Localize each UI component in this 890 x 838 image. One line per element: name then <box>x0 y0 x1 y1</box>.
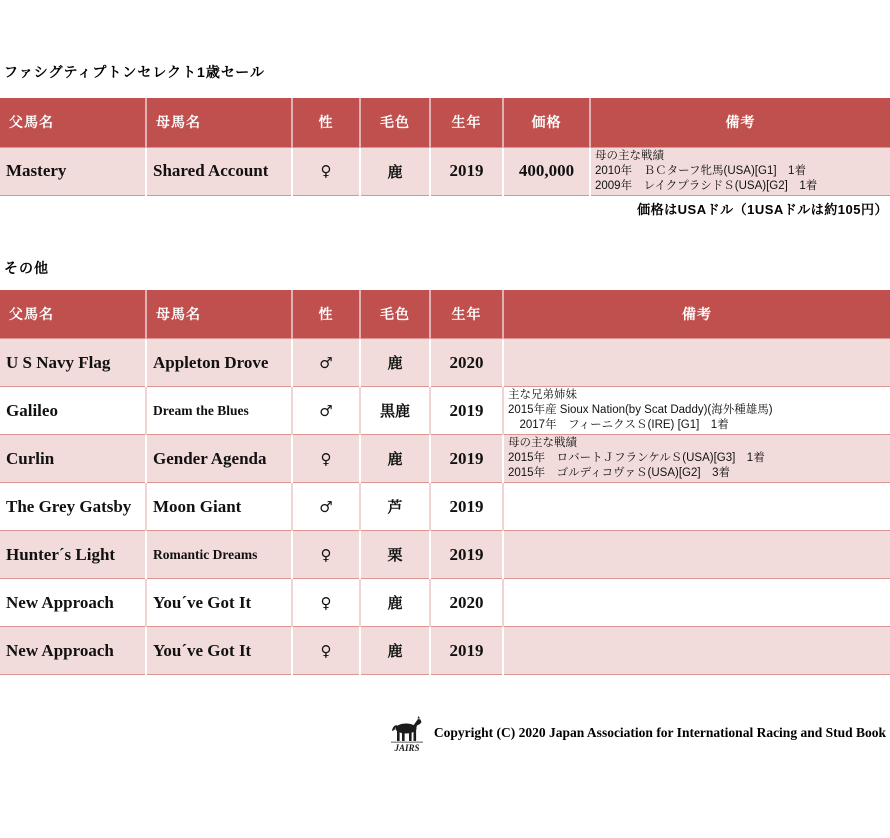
column-header: 性 <box>292 290 360 339</box>
remark-line: 2015年 ゴルディコヴァＳ(USA)[G2] 3着 <box>508 467 730 479</box>
remarks-cell <box>503 339 890 387</box>
remarks-cell <box>503 579 890 627</box>
sire-cell: Mastery <box>0 147 146 195</box>
others-section-title: その他 <box>4 259 49 276</box>
remarks-cell <box>590 147 890 195</box>
table-row <box>0 387 890 435</box>
sire-cell: Hunter´s Light <box>0 531 146 579</box>
year-cell: 2019 <box>430 387 503 435</box>
sex-cell: ♀ <box>292 531 360 579</box>
year-cell: 2020 <box>430 579 503 627</box>
coat-cell: 鹿 <box>360 579 430 627</box>
others-table-body <box>0 339 890 675</box>
sire-cell: Galileo <box>0 387 146 435</box>
dam-cell: Romantic Dreams <box>146 531 292 579</box>
table-row <box>0 483 890 531</box>
dam-cell: Gender Agenda <box>146 435 292 483</box>
column-header: 生年 <box>430 290 503 339</box>
price-footnote: 価格はUSAドル（1USAドルは約105円） <box>637 201 888 217</box>
dam-cell: You´ve Got It <box>146 627 292 675</box>
coat-cell: 鹿 <box>360 147 430 195</box>
table-row <box>0 579 890 627</box>
sex-cell: ♂ <box>292 339 360 387</box>
column-header: 生年 <box>430 98 503 147</box>
column-header: 価格 <box>503 98 590 147</box>
sex-cell: ♂ <box>292 483 360 531</box>
remark-line: 2010年 ＢＣターフ牝馬(USA)[G1] 1着 <box>595 164 806 177</box>
year-cell: 2019 <box>430 627 503 675</box>
column-header: 備考 <box>590 98 890 147</box>
footer <box>0 715 890 755</box>
column-header: 母馬名 <box>146 98 292 147</box>
remark-line: 2009年 レイクプラシドＳ(USA)[G2] 1着 <box>595 179 818 192</box>
remarks-cell <box>503 483 890 531</box>
remark-line: 2017年 フィーニクスＳ(IRE) [G1] 1着 <box>508 419 729 431</box>
remark-line: 母の主な戦績 <box>508 437 577 449</box>
sale-table-header <box>0 98 890 147</box>
sex-cell: ♀ <box>292 435 360 483</box>
coat-cell: 黒鹿 <box>360 387 430 435</box>
table-row <box>0 435 890 483</box>
sale-table <box>0 98 890 196</box>
sale-table-body <box>0 147 890 195</box>
table-row <box>0 339 890 387</box>
column-header: 父馬名 <box>0 98 146 147</box>
dam-cell: Shared Account <box>146 147 292 195</box>
column-header: 父馬名 <box>0 290 146 339</box>
sex-cell: ♀ <box>292 579 360 627</box>
sire-cell: U S Navy Flag <box>0 339 146 387</box>
coat-cell: 栗 <box>360 531 430 579</box>
remarks-cell <box>503 387 890 435</box>
table-row <box>0 627 890 675</box>
dam-cell: Moon Giant <box>146 483 292 531</box>
coat-cell: 鹿 <box>360 435 430 483</box>
sire-cell: New Approach <box>0 579 146 627</box>
remarks-cell <box>503 435 890 483</box>
year-cell: 2020 <box>430 339 503 387</box>
remarks-cell <box>503 627 890 675</box>
sire-cell: The Grey Gatsby <box>0 483 146 531</box>
dam-cell: Appleton Drove <box>146 339 292 387</box>
coat-cell: 鹿 <box>360 339 430 387</box>
year-cell: 2019 <box>430 147 503 195</box>
sire-cell: Curlin <box>0 435 146 483</box>
year-cell: 2019 <box>430 483 503 531</box>
others-table-header <box>0 290 890 339</box>
dam-cell: Dream the Blues <box>146 387 292 435</box>
dam-cell: You´ve Got It <box>146 579 292 627</box>
table-row <box>0 147 890 195</box>
column-header: 毛色 <box>360 98 430 147</box>
year-cell: 2019 <box>430 435 503 483</box>
remark-line: 2015年 ロバートＪフランケルＳ(USA)[G3] 1着 <box>508 452 765 464</box>
sex-cell: ♂ <box>292 387 360 435</box>
column-header: 備考 <box>503 290 890 339</box>
remark-line: 母の主な戦績 <box>595 149 664 162</box>
coat-cell: 芦 <box>360 483 430 531</box>
coat-cell: 鹿 <box>360 627 430 675</box>
jairs-logo-text: JAIRS <box>394 743 420 753</box>
price-cell: 400,000 <box>503 147 590 195</box>
horse-icon <box>387 715 427 755</box>
column-header: 毛色 <box>360 290 430 339</box>
remarks-cell <box>503 531 890 579</box>
table-row <box>0 531 890 579</box>
column-header: 母馬名 <box>146 290 292 339</box>
sire-cell: New Approach <box>0 627 146 675</box>
year-cell: 2019 <box>430 531 503 579</box>
sex-cell: ♀ <box>292 627 360 675</box>
remark-line: 2015年産 Sioux Nation(by Scat Daddy)(海外種雄馬) <box>508 404 773 416</box>
remark-line: 主な兄弟姉妹 <box>508 389 577 401</box>
sale-section-title: ファシグティプトンセレクト1歳セール <box>4 64 265 80</box>
jairs-logo <box>387 715 427 755</box>
header-row <box>0 98 890 147</box>
header-row <box>0 290 890 339</box>
others-table <box>0 290 890 676</box>
copyright-text: Copyright (C) 2020 Japan Association for International Racing and Stud Book <box>433 725 886 740</box>
sex-cell: ♀ <box>292 147 360 195</box>
column-header: 性 <box>292 98 360 147</box>
